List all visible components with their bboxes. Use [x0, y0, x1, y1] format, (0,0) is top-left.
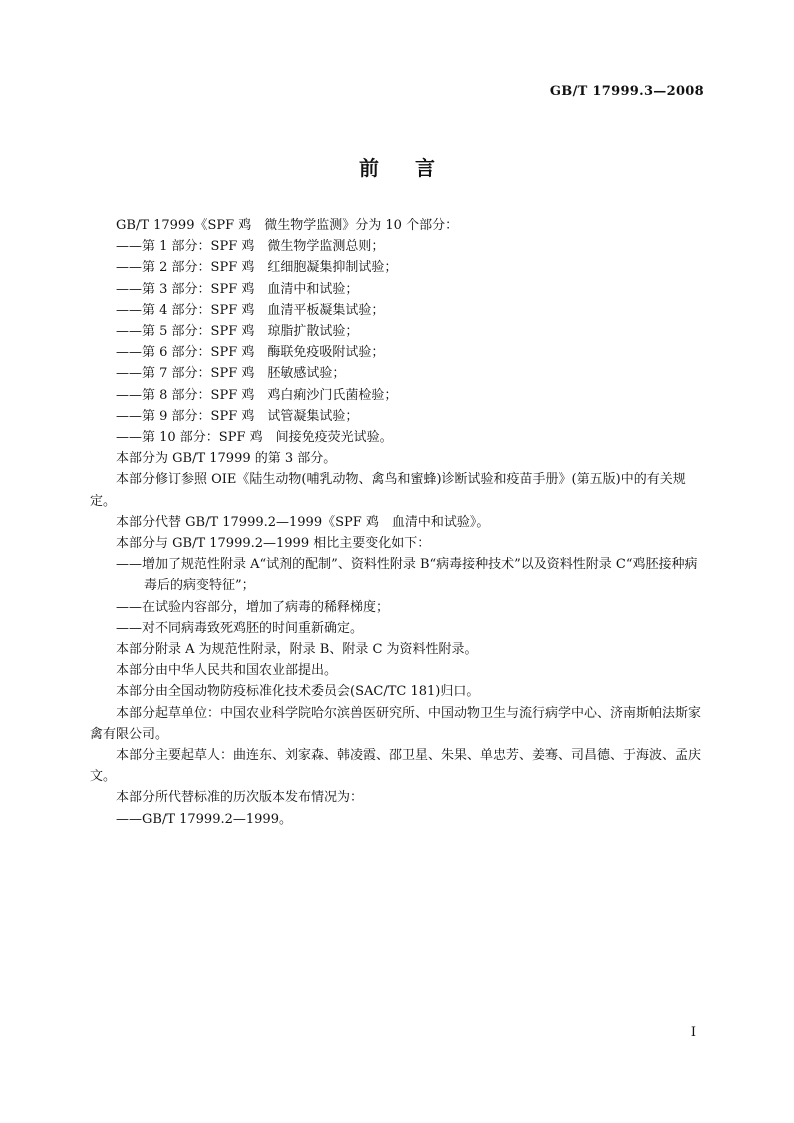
list-item: ——第 2 部分：SPF 鸡 红细胞凝集抑制试验； — [116, 260, 398, 276]
paragraph: 本部分由全国动物防疫标准化技术委员会(SAC/TC 181)归口。 — [116, 684, 480, 700]
list-item: ——第 9 部分：SPF 鸡 试管凝集试验； — [116, 408, 359, 424]
page-number: I — [690, 1025, 696, 1040]
list-item: ——第 8 部分：SPF 鸡 鸡白痢沙门氏菌检验； — [116, 387, 398, 403]
paragraph: 本部分修订参照 OIE《陆生动物(哺乳动物、禽鸟和蜜蜂)诊断试验和疫苗手册》(第五版)中的有关规定。 — [90, 472, 686, 509]
list-item: ——GB/T 17999.2—1999。 — [116, 811, 292, 827]
paragraph: 本部分起草单位：中国农业科学院哈尔滨兽医研究所、中国动物卫生与流行病学中心、济南斯帕法斯家禽有限公司。 — [90, 705, 702, 742]
foreword-body — [90, 215, 704, 830]
list-item: ——增加了规范性附录 A“试剂的配制”、资料性附录 B“病毒接种技术”以及资料性附录 C“鸡胚接种病毒后的病变特征”； — [116, 557, 698, 594]
list-item: ——对不同病毒致死鸡胚的时间重新确定。 — [116, 620, 364, 636]
list-item: ——在试验内容部分，增加了病毒的稀释梯度； — [116, 599, 390, 615]
paragraph: 本部分代替 GB/T 17999.2—1999《SPF 鸡 血清中和试验》。 — [116, 514, 490, 530]
paragraph: 本部分附录 A 为规范性附录，附录 B、附录 C 为资料性附录。 — [116, 642, 478, 658]
list-item: ——第 7 部分：SPF 鸡 胚敏感试验； — [116, 366, 346, 382]
list-item: ——第 1 部分：SPF 鸡 微生物学监测总则； — [116, 239, 385, 255]
list-item: ——第 6 部分：SPF 鸡 酶联免疫吸附试验； — [116, 345, 385, 361]
paragraph: 本部分由中华人民共和国农业部提出。 — [116, 663, 338, 679]
paragraph: GB/T 17999《SPF 鸡 微生物学监测》分为 10 个部分： — [116, 218, 459, 233]
standard-code: GB/T 17999.3—2008 — [549, 84, 704, 99]
list-item: ——第 3 部分：SPF 鸡 血清中和试验； — [116, 281, 359, 297]
list-item: ——第 10 部分：SPF 鸡 间接免疫荧光试验。 — [116, 430, 393, 446]
page-title: 前言 — [359, 156, 471, 180]
paragraph: 本部分与 GB/T 17999.2—1999 相比主要变化如下： — [116, 536, 431, 552]
list-item: ——第 5 部分：SPF 鸡 琼脂扩散试验； — [116, 324, 359, 340]
paragraph: 本部分主要起草人：曲连东、刘家森、韩凌霞、邵卫星、朱果、单忠芳、姜骞、司昌德、于海波、孟庆文。 — [90, 748, 702, 785]
paragraph: 本部分为 GB/T 17999 的第 3 部分。 — [116, 451, 337, 467]
paragraph: 本部分所代替标准的历次版本发布情况为： — [116, 790, 364, 806]
list-item: ——第 4 部分：SPF 鸡 血清平板凝集试验； — [116, 302, 385, 318]
